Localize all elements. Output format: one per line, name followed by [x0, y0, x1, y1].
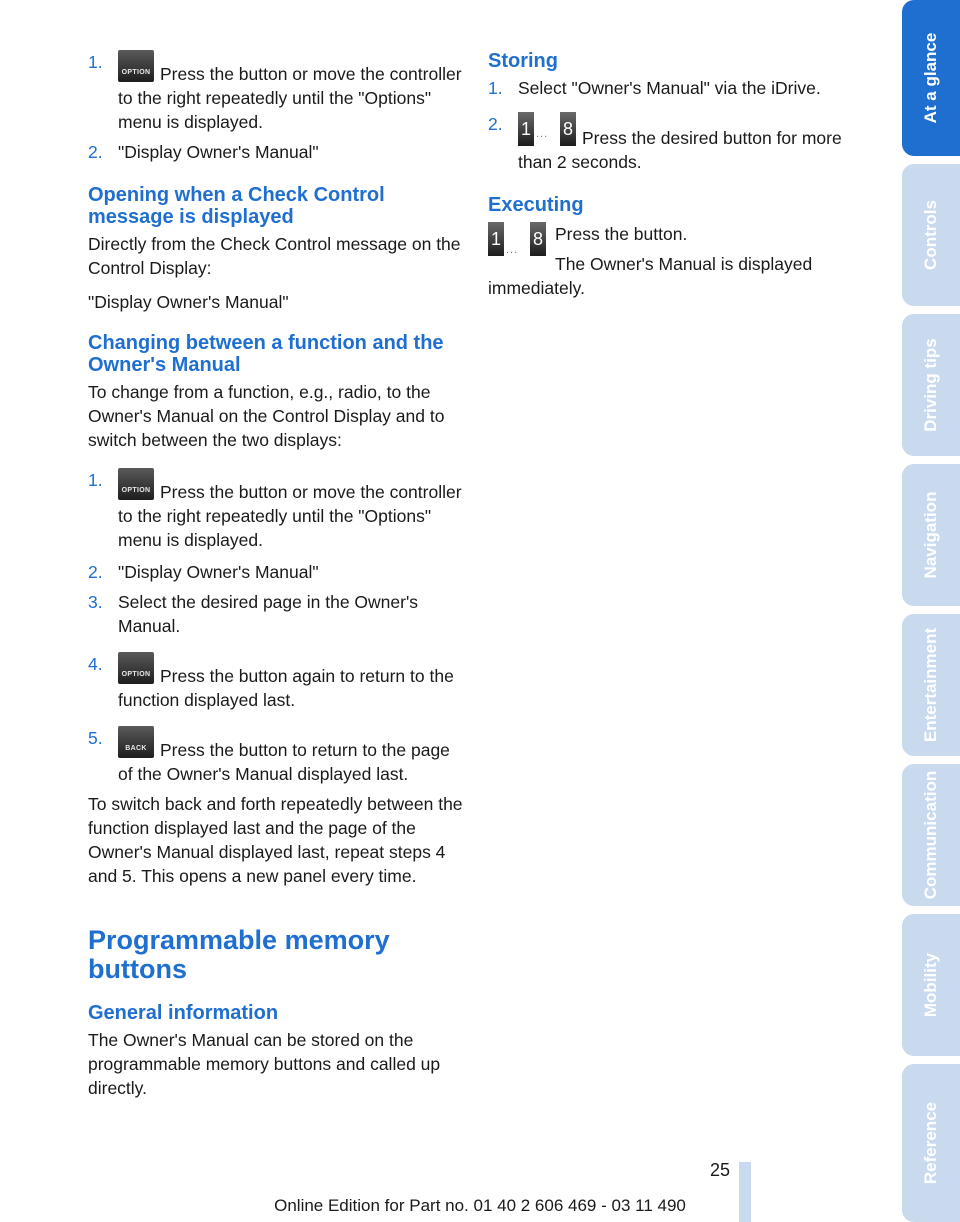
back-button-icon: BACK	[118, 726, 154, 758]
left-column	[88, 50, 464, 1110]
heading-executing: Executing	[488, 194, 584, 216]
option-button-icon: OPTION	[118, 652, 154, 684]
store-step-2	[488, 112, 864, 174]
step-text: "Display Owner's Manual"	[118, 562, 319, 582]
step-text: Press the button to return to the page of the Owner's Manual displayed last.	[118, 740, 450, 784]
step-text: Select "Owner's Manual" via the iDrive.	[518, 78, 821, 98]
step-number: 4.	[88, 654, 103, 674]
option-button-icon: OPTION	[118, 50, 154, 82]
heading-programmable-memory: Programmable memory buttons	[88, 925, 390, 984]
change-step-3	[88, 590, 464, 638]
step-number: 5.	[88, 728, 103, 748]
step-number: 2.	[88, 142, 103, 162]
tab-controls[interactable]: Controls	[902, 164, 960, 306]
tab-entertainment[interactable]: Entertainment	[902, 614, 960, 756]
exec-paragraph-2: The Owner's Manual is displayed immediately.	[488, 254, 813, 298]
option-button-icon: OPTION	[118, 468, 154, 500]
switch-paragraph: To switch back and forth repeatedly between the function displayed last and the page of the Owner's Manual displayed last, repeat steps 4 and 5. This opens a new panel every time.	[88, 794, 463, 886]
right-column	[488, 50, 864, 300]
heading-check-control: Opening when a Check Control message is displayed	[88, 184, 385, 228]
step-text: Press the button again to return to the function displayed last.	[118, 666, 454, 710]
memory-buttons-icon: 1 ... 8	[518, 112, 576, 146]
check-paragraph-1: Directly from the Check Control message on the Control Display:	[88, 234, 461, 278]
change-paragraph: To change from a function, e.g., radio, to the Owner's Manual on the Control Display and to switch between the two displays:	[88, 382, 445, 450]
step-number: 2.	[488, 114, 503, 134]
heading-changing: Changing between a function and the Owner's Manual	[88, 332, 444, 376]
heading-storing: Storing	[488, 50, 558, 72]
change-step-4	[88, 652, 464, 712]
tab-mobility[interactable]: Mobility	[902, 914, 960, 1056]
tab-driving-tips[interactable]: Driving tips	[902, 314, 960, 456]
step-text: Press the desired button for more than 2 seconds.	[518, 128, 842, 172]
exec-paragraph-1: Press the button.	[555, 224, 688, 244]
page-number: 25	[710, 1160, 731, 1180]
general-paragraph: The Owner's Manual can be stored on the programmable memory buttons and called up directly.	[88, 1030, 441, 1098]
memory-buttons-icon: 1 ... 8	[488, 222, 546, 256]
change-step-2	[88, 560, 464, 584]
tab-communication[interactable]: Communication	[902, 764, 960, 906]
tab-reference[interactable]: Reference	[902, 1064, 960, 1222]
tab-navigation[interactable]: Navigation	[902, 464, 960, 606]
intro-step-1	[88, 50, 464, 134]
step-text: "Display Owner's Manual"	[118, 142, 319, 162]
step-text: Press the button or move the controller to the right repeatedly until the "Options" menu is displayed.	[118, 64, 462, 132]
tab-at-a-glance[interactable]: At a glance	[902, 0, 960, 156]
change-step-5	[88, 726, 464, 786]
change-step-1	[88, 468, 464, 552]
intro-step-2	[88, 140, 464, 164]
footer-edition: Online Edition for Part no. 01 40 2 606 469 - 03 11 490	[274, 1196, 686, 1215]
step-number: 1.	[88, 470, 103, 490]
step-text: Press the button or move the controller to the right repeatedly until the "Options" menu is displayed.	[118, 482, 462, 550]
executing-block	[488, 222, 864, 300]
store-step-1	[488, 76, 864, 100]
check-paragraph-2: "Display Owner's Manual"	[88, 292, 289, 312]
step-number: 1.	[88, 52, 103, 72]
step-number: 3.	[88, 592, 103, 612]
chapter-sidebar	[898, 0, 960, 1222]
step-text: Select the desired page in the Owner's Manual.	[118, 592, 419, 636]
step-number: 1.	[488, 78, 503, 98]
heading-general-information: General information	[88, 1002, 279, 1024]
step-number: 2.	[88, 562, 103, 582]
